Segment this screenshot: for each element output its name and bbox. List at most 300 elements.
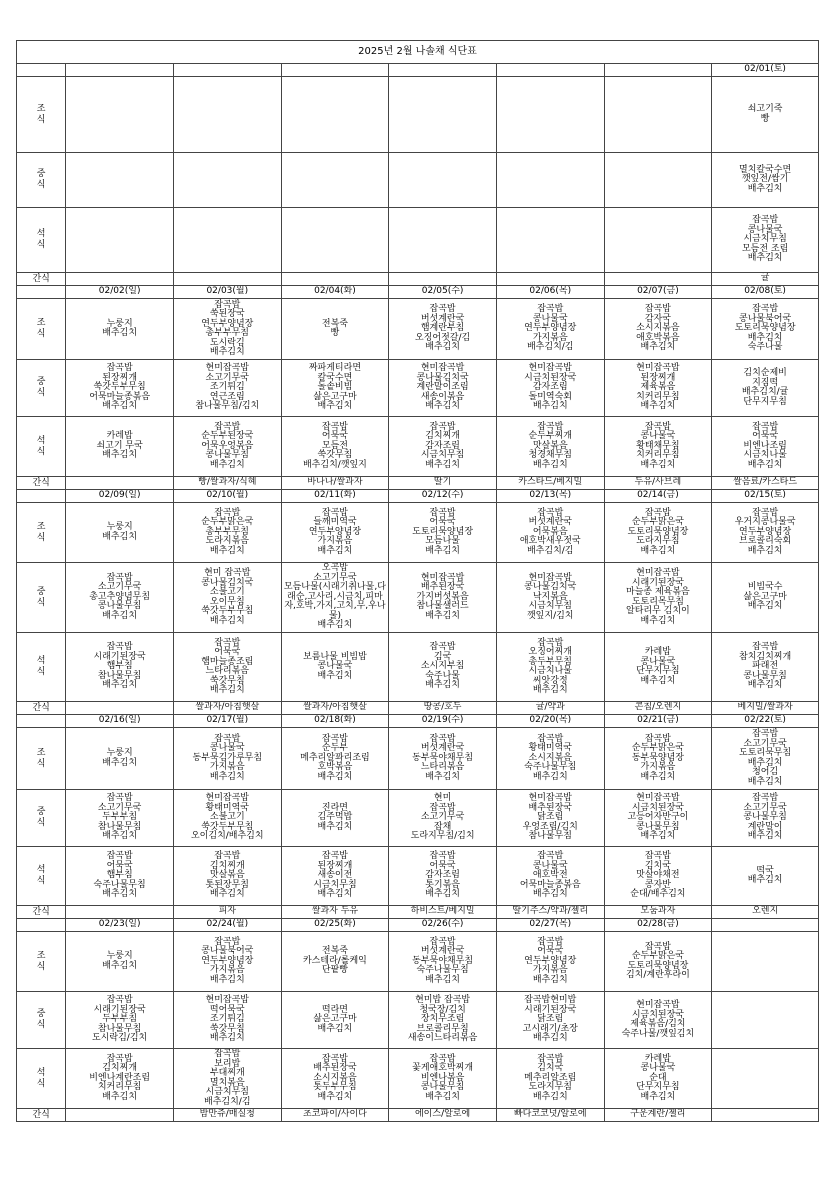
menu-item: 잡곡밥	[429, 642, 456, 653]
menu-item: 배추김치	[747, 545, 783, 556]
date-row	[17, 490, 819, 503]
menu-item: 오이김치/배추김치	[190, 831, 264, 842]
menu-item: 어묵국	[537, 946, 564, 957]
date-cell: 02/06(목)	[496, 286, 604, 299]
breakfast-cell	[389, 932, 497, 992]
menu-item: 황태미역국	[528, 743, 572, 754]
snack-row	[17, 702, 819, 715]
menu-item: 빵	[760, 113, 770, 124]
snack-cell: 카스타드/베지밀	[496, 477, 604, 490]
menu-item: 배추김치	[532, 459, 568, 470]
lunch-cell	[281, 360, 389, 417]
menu-item: 동부묵양념장	[631, 752, 684, 763]
menu-item: 콩나물북어국	[201, 946, 254, 957]
menu-item: 잡곡밥	[321, 421, 348, 432]
menu-item: 소고기무국	[420, 812, 465, 823]
menu-item: 배추김치	[640, 459, 676, 470]
menu-item: 새송이볶음	[420, 391, 465, 402]
menu-item: 소고기무국	[205, 372, 250, 383]
menu-item: 배추김치	[640, 615, 676, 626]
menu-item: 배추김치	[317, 620, 353, 631]
menu-item: 현미잡곡밥	[420, 572, 465, 583]
breakfast-cell	[173, 932, 281, 992]
menu-item: 현미잡곡밥	[528, 793, 572, 804]
date-cell: 02/13(목)	[496, 490, 604, 503]
menu-item: 단무지무침	[636, 1082, 680, 1093]
menu-item: 오이무침	[209, 596, 245, 607]
breakfast-cell	[496, 77, 604, 153]
snack-cell: 에이스/알로에	[389, 1109, 497, 1122]
menu-item: 어묵국	[429, 517, 456, 528]
menu-item: 순두부맑은국	[631, 951, 684, 961]
breakfast-cell	[281, 503, 389, 563]
lunch-label-text: 중식	[36, 377, 46, 398]
menu-item: 배추김치	[209, 347, 245, 357]
menu-item: 배추김치	[102, 960, 138, 971]
menu-item: 배추김치	[640, 545, 676, 556]
date-cell: 02/08(토)	[712, 286, 819, 299]
date-cell: 02/24(월)	[173, 919, 281, 932]
menu-item: 김치찌개	[102, 1063, 138, 1074]
lunch-label-text: 중식	[36, 807, 46, 828]
menu-item: 깻잎전/쌈기	[741, 174, 789, 185]
menu-item: 배추김치	[532, 1033, 568, 1044]
menu-item: 삶은고구마	[313, 391, 357, 402]
menu-item: 배추김치	[747, 183, 783, 194]
dinner-cell	[66, 208, 174, 273]
dinner-cell	[173, 847, 281, 906]
breakfast-label-text: 조식	[36, 103, 46, 125]
menu-item: 잡곡밥	[537, 507, 564, 518]
lunch-cell	[173, 563, 281, 633]
breakfast-cell	[604, 77, 712, 153]
menu-item: 배추김치	[425, 889, 460, 900]
menu-item: 콩나물국	[747, 224, 783, 235]
lunch-cell	[281, 992, 389, 1049]
menu-item: 가지볶음	[532, 332, 568, 343]
menu-item: 소불고기	[209, 812, 245, 823]
snack-cell	[712, 1109, 819, 1122]
menu-item: 잡곡밥	[429, 733, 456, 744]
lunch-cell	[389, 992, 497, 1049]
menu-item: 배추김치	[425, 771, 460, 782]
menu-item: 순대	[649, 1072, 667, 1083]
menu-item: 현미 잡곡밥	[204, 568, 251, 578]
menu-item: 참나물무침	[97, 670, 142, 681]
menu-item: 제육볶음	[640, 382, 676, 393]
date-cell: 02/15(토)	[712, 490, 819, 503]
lunch-cell	[712, 360, 819, 417]
menu-item: 동부묵야채무침	[412, 752, 474, 763]
menu-item: 잡곡밥	[106, 572, 133, 583]
menu-item: 두부부침	[102, 812, 138, 823]
lunch-label-text: 중식	[36, 586, 46, 608]
lunch-cell	[496, 992, 604, 1049]
lunch-cell	[712, 563, 819, 633]
dinner-label	[17, 847, 66, 906]
menu-item: 배추김치	[747, 757, 783, 768]
menu-item: 배추김치	[747, 601, 783, 612]
snack-row	[17, 477, 819, 490]
menu-item: 잡곡밥	[429, 936, 456, 947]
menu-item: 칼국수면	[317, 372, 353, 383]
date-row	[17, 64, 819, 77]
lunch-cell	[604, 153, 712, 208]
meal-plan-table	[16, 40, 819, 1122]
dinner-cell	[281, 847, 389, 906]
page-title: 2025년 2월 나솔채 식단표	[17, 41, 819, 64]
menu-item: 누룽지	[106, 318, 133, 329]
lunch-cell	[281, 790, 389, 847]
menu-item: 잡곡밥	[429, 1053, 456, 1064]
menu-item: 버섯계란국	[420, 313, 465, 324]
menu-item: 콩나물국	[532, 313, 568, 324]
breakfast-cell	[389, 503, 497, 563]
snack-cell	[66, 906, 174, 919]
menu-item: 어묵국	[214, 647, 241, 657]
snack-cell: 딸기주스/약과/젤리	[496, 906, 604, 919]
menu-item: 배추김치	[425, 974, 460, 985]
snack-cell	[66, 702, 174, 715]
menu-item: 제육볶음/김치	[630, 1019, 686, 1029]
breakfast-cell	[281, 932, 389, 992]
menu-item: 청경채무침	[528, 450, 572, 461]
date-cell: 02/02(일)	[66, 286, 174, 299]
menu-item: 연근조림	[209, 391, 245, 402]
menu-item: 배추김치	[532, 771, 568, 782]
breakfast-cell	[712, 728, 819, 790]
menu-item: 쑥갓두부무침	[201, 821, 254, 832]
lunch-cell	[496, 153, 604, 208]
menu-item: 시금치무침	[743, 234, 787, 245]
menu-item: 배추김치	[425, 1091, 460, 1102]
menu-item: 닭조림	[537, 812, 564, 823]
menu-item: 배추김치	[102, 531, 138, 542]
menu-item: 된장찌개	[317, 860, 353, 871]
date-row	[17, 286, 819, 299]
menu-item: 쑥갓무침	[317, 450, 353, 461]
breakfast-cell	[604, 932, 712, 992]
lunch-cell	[712, 992, 819, 1049]
menu-item: 배추김치	[209, 974, 245, 985]
menu-item: 소고기무국	[97, 802, 142, 813]
menu-item: 콩나물국	[532, 860, 568, 871]
menu-item: 낙지볶음	[532, 591, 568, 602]
menu-item: 가지볶음	[532, 965, 568, 976]
date-cell	[173, 64, 281, 77]
lunch-cell	[173, 992, 281, 1049]
menu-item: 잡곡밥	[429, 851, 456, 862]
menu-item: 시래기된장국	[93, 651, 146, 662]
menu-item: 배추김치	[209, 889, 245, 900]
menu-item: 도시락김	[209, 337, 245, 348]
menu-item: 현미잡곡밥	[636, 363, 680, 374]
dinner-cell	[173, 633, 281, 702]
menu-item: 현미밥 잡곡밥	[415, 995, 471, 1006]
dinner-cell	[604, 417, 712, 477]
menu-item: 시금치무침	[205, 1087, 250, 1097]
menu-item: 잡곡밥	[214, 637, 241, 648]
dinner-label-text: 석식	[36, 865, 46, 886]
lunch-cell	[173, 153, 281, 208]
menu-item: 카레밥	[106, 431, 133, 442]
menu-item: 시금치나물	[528, 666, 572, 676]
menu-item: 잡곡밥	[106, 851, 133, 862]
menu-item: 잡곡밥	[644, 507, 671, 518]
menu-item: 돌솥비빔	[317, 382, 353, 393]
dinner-cell	[496, 847, 604, 906]
dinner-label-text: 석식	[36, 435, 46, 457]
snack-cell: 쌀음료/카스타드	[712, 477, 819, 490]
menu-item: 순두부	[321, 743, 348, 754]
menu-item: 멸치칼국수면	[739, 164, 792, 175]
menu-item: 잡곡밥	[321, 733, 348, 744]
menu-item: 오징어젓갈/김	[414, 332, 471, 343]
date-cell: 02/12(수)	[389, 490, 497, 503]
lunch-cell	[66, 360, 174, 417]
menu-item: 콩나물무침	[420, 1082, 465, 1093]
menu-item: 쑥갓두부무침	[201, 606, 254, 616]
snack-cell: 쌀과자/아침햇살	[173, 702, 281, 715]
menu-item: 잡곡밥	[214, 851, 241, 862]
snack-label	[17, 477, 66, 490]
menu-item: 잡곡밥	[214, 299, 241, 310]
dinner-label	[17, 633, 66, 702]
snack-cell: 밤만쥬/매실청	[173, 1109, 281, 1122]
menu-item: 잡곡밥	[214, 733, 241, 744]
menu-item: 현미잡곡밥	[420, 363, 465, 374]
breakfast-row	[17, 503, 819, 563]
dinner-cell	[281, 208, 389, 273]
menu-item: 부대찌개	[209, 1068, 245, 1078]
date-cell: 02/03(월)	[173, 286, 281, 299]
breakfast-row	[17, 728, 819, 790]
menu-item: 브로콜리숙회	[739, 536, 792, 547]
snack-label-text: 간식	[32, 702, 50, 713]
breakfast-cell	[173, 77, 281, 153]
date-cell: 02/01(토)	[712, 64, 819, 77]
menu-item: 고등어자반구이	[627, 812, 689, 823]
dinner-cell	[604, 208, 712, 273]
lunch-cell	[389, 790, 497, 847]
date-cell: 02/11(화)	[281, 490, 389, 503]
menu-item: 치커리무침	[636, 450, 680, 461]
snack-cell	[173, 273, 281, 286]
breakfast-cell	[389, 77, 497, 153]
menu-item: 감자조림	[532, 382, 568, 393]
menu-item: 순두부된장국	[201, 431, 254, 442]
dinner-cell	[712, 847, 819, 906]
menu-item: 짜파게티라면	[308, 363, 362, 374]
menu-item: 도시락김/김치	[92, 1033, 148, 1044]
menu-item: 전복죽	[321, 318, 348, 329]
snack-row	[17, 906, 819, 919]
menu-item: 배추김치	[747, 253, 783, 264]
menu-item: 콩나물북어국	[739, 313, 792, 324]
menu-item: 참치김치찌개	[739, 651, 792, 662]
menu-item: 어묵마늘종볶음	[89, 391, 151, 402]
menu-item: 콩나물무침	[743, 670, 787, 681]
date-cell: 02/28(금)	[604, 919, 712, 932]
menu-item: 연두부양념장	[201, 318, 254, 329]
menu-item: 쑥갓무침	[209, 675, 245, 686]
lunch-label	[17, 790, 66, 847]
breakfast-cell	[712, 503, 819, 563]
breakfast-cell	[173, 299, 281, 360]
menu-item: 숙주나물무침	[524, 762, 577, 773]
menu-item: 잡곡밥	[214, 936, 241, 947]
menu-item: 동부묵야채무침	[412, 955, 474, 966]
menu-item: 배추김치	[425, 401, 460, 412]
menu-item: 버섯계란국	[420, 946, 465, 957]
menu-item: 도토리묵무침	[739, 748, 792, 758]
menu-item: 잡곡밥	[106, 995, 133, 1006]
date-cell: 02/05(수)	[389, 286, 497, 299]
menu-item: 배추김치	[102, 680, 138, 691]
menu-item: 어묵마늘종볶음	[519, 879, 581, 890]
menu-item: 총고추양념무침	[89, 591, 151, 602]
snack-cell: 귤/약과	[496, 702, 604, 715]
breakfast-label	[17, 503, 66, 563]
menu-item: 현미잡곡밥	[528, 363, 572, 374]
dinner-cell	[389, 1049, 497, 1109]
lunch-cell	[281, 153, 389, 208]
menu-item: 총부부무침	[205, 526, 250, 537]
menu-item: 도라지볶음	[205, 536, 250, 547]
breakfast-cell	[66, 299, 174, 360]
menu-item: 가지볶음	[209, 965, 245, 976]
menu-item: 어묵국	[429, 860, 456, 871]
menu-item: 시금치된장국	[631, 802, 684, 813]
menu-item: 소고기무국	[743, 802, 787, 813]
menu-item: 쑥갓두부무침	[93, 382, 146, 393]
menu-item: 애호박전	[532, 870, 568, 881]
menu-item: 감자조림	[425, 870, 460, 881]
menu-item: 숙주나물/깻잎김치	[621, 1028, 695, 1039]
menu-item: 감자국	[644, 313, 671, 324]
menu-item: 배추김치	[102, 757, 138, 768]
menu-item: 새송이전	[317, 870, 353, 881]
date-row	[17, 919, 819, 932]
menu-item: 콩나물국	[640, 656, 676, 667]
menu-item: 비엔나조림	[743, 440, 787, 451]
snack-cell: 귤	[712, 273, 819, 286]
menu-item: 연두부양념장	[524, 955, 577, 966]
menu-item: 잡곡밥	[429, 802, 456, 813]
snack-label	[17, 273, 66, 286]
lunch-row	[17, 360, 819, 417]
menu-item: 잡곡밥	[214, 421, 241, 432]
dinner-cell	[173, 417, 281, 477]
dinner-cell	[712, 1049, 819, 1109]
snack-row	[17, 273, 819, 286]
menu-item: 잡곡밥	[644, 421, 671, 432]
date-label-cell	[17, 286, 66, 299]
menu-item: 배추김치	[102, 889, 138, 900]
menu-item: 된장찌개	[102, 372, 138, 383]
menu-item: 돌미역숙회	[528, 391, 572, 402]
breakfast-cell	[281, 77, 389, 153]
dinner-cell	[389, 208, 497, 273]
menu-item: 모듬전 조림	[741, 243, 789, 254]
menu-item: 잡곡밥	[537, 304, 564, 315]
snack-label-text: 간식	[32, 477, 50, 488]
menu-item: 톳된장무침	[205, 879, 250, 890]
menu-item: 콩나물무침	[97, 601, 142, 612]
menu-item: 맛살볶음	[209, 870, 245, 881]
menu-item: 톳기볶음	[425, 879, 460, 890]
date-cell: 02/20(목)	[496, 715, 604, 728]
menu-item: 어묵우엉볶음	[201, 440, 254, 451]
menu-item: 우거지콩나물국	[734, 517, 796, 528]
menu-item: 계란말이	[747, 821, 783, 832]
menu-item: 김주먹밥	[317, 812, 353, 823]
menu-item: 김국	[433, 651, 452, 662]
menu-item: 콩나물무침	[743, 812, 787, 823]
date-cell: 02/07(금)	[604, 286, 712, 299]
lunch-label	[17, 563, 66, 633]
menu-item: 카레밥	[644, 1053, 671, 1064]
menu-item: 김치국	[537, 1063, 564, 1074]
menu-item: 배추김치	[747, 831, 783, 842]
menu-item: 현미잡곡밥	[636, 1000, 680, 1010]
menu-item: 잡곡밥	[752, 642, 779, 653]
snack-cell	[604, 273, 712, 286]
date-label-cell	[17, 919, 66, 932]
breakfast-cell	[389, 299, 497, 360]
menu-item: 버섯계란국	[528, 517, 572, 528]
dinner-cell	[712, 633, 819, 702]
date-cell: 02/10(월)	[173, 490, 281, 503]
menu-item: 김치순제비	[743, 368, 787, 378]
menu-item: 빵	[330, 328, 340, 338]
menu-item: 호박볶음	[317, 762, 353, 773]
menu-item: 시금치무침	[420, 450, 465, 461]
menu-item: 맛살야채전	[636, 870, 680, 881]
menu-item: 황태채무침	[636, 440, 680, 451]
menu-item: 감자조림	[425, 440, 460, 451]
dinner-cell	[66, 1049, 174, 1109]
menu-item: 연두부양념장	[201, 955, 254, 966]
snack-cell	[66, 477, 174, 490]
lunch-cell	[66, 563, 174, 633]
date-cell: 02/21(금)	[604, 715, 712, 728]
date-cell: 02/16(일)	[66, 715, 174, 728]
snack-cell	[281, 273, 389, 286]
breakfast-cell	[604, 728, 712, 790]
dinner-row	[17, 847, 819, 906]
menu-item: 비엔나계란조림	[89, 1072, 151, 1083]
breakfast-cell	[604, 503, 712, 563]
snack-label	[17, 906, 66, 919]
menu-item: 배추김치	[532, 685, 568, 695]
menu-item: 배추김치	[102, 450, 138, 461]
lunch-row	[17, 992, 819, 1049]
menu-item: 지짐떡	[752, 377, 779, 388]
breakfast-cell	[604, 299, 712, 360]
menu-item: 톳두부무침	[313, 1082, 357, 1093]
dinner-label-text: 석식	[36, 229, 46, 250]
lunch-cell	[389, 563, 497, 633]
snack-label	[17, 1109, 66, 1122]
date-row	[17, 715, 819, 728]
menu-item: 장치무조림	[420, 1014, 465, 1025]
dinner-cell	[173, 208, 281, 273]
menu-item: 배추김치/깻잎지	[302, 459, 367, 470]
menu-item: 깻잎지/김치	[526, 610, 574, 621]
menu-item: 콩자반	[644, 879, 671, 890]
menu-item: 잡곡밥	[429, 421, 456, 432]
